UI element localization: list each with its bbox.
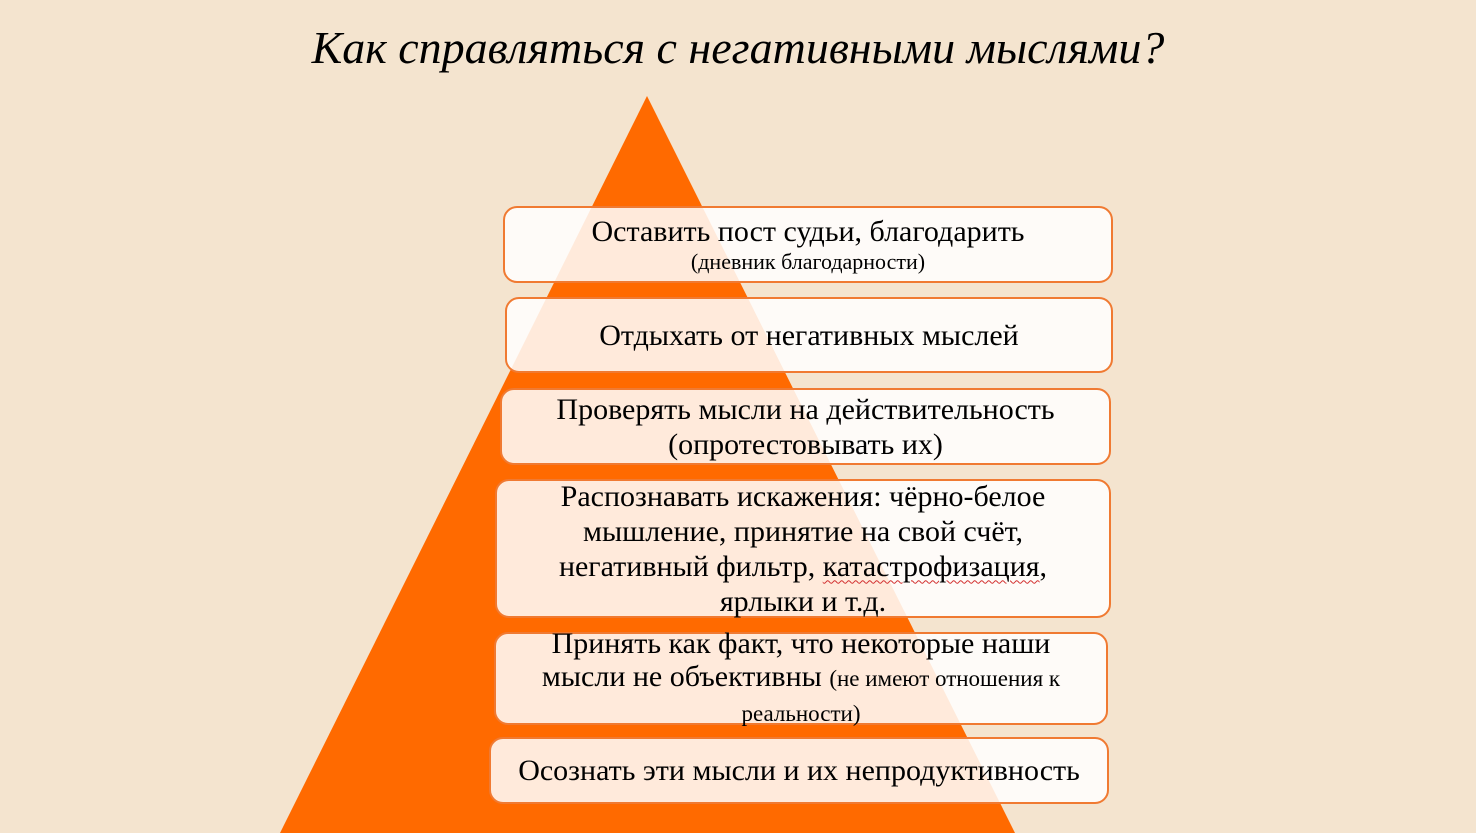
tier-check-reality-line1: Проверять мысли на действительность: [556, 392, 1055, 426]
page-title: Как справляться с негативными мыслями?: [311, 22, 1165, 73]
tier-check-reality-line2: (опротестовывать их): [668, 427, 943, 461]
tier-check-reality: [500, 388, 1111, 465]
tier-rest-text: Отдыхать от негативных мыслей: [599, 318, 1019, 352]
tier-accept-fact-note: (не имеют отношения к реальности): [741, 666, 1061, 726]
tier-recognize-distortions-text: Распознавать искажения: чёрно-белое мышление, принятие на свой счёт, негативный фильтр, катастрофизация, ярлыки и т.д.: [558, 479, 1048, 618]
tier-accept-fact: [494, 627, 1108, 726]
tier-rest: [505, 297, 1113, 373]
tier-awareness: [489, 737, 1109, 804]
tier-gratitude-text: Оставить пост судьи, благодарить: [591, 215, 1025, 248]
tier-gratitude-note: (дневник благодарности): [690, 249, 926, 274]
tier-accept-fact-text: Принять как факт, что некоторые наши мысли не объективны (не имеют отношения к реальности): [541, 627, 1061, 726]
tier-awareness-text: Осознать эти мысли и их непродуктивность: [518, 754, 1080, 787]
catastrophizing-term: катастрофизация: [822, 549, 1040, 583]
tier-gratitude: [503, 206, 1113, 283]
tier-recognize-distortions: [495, 479, 1111, 618]
